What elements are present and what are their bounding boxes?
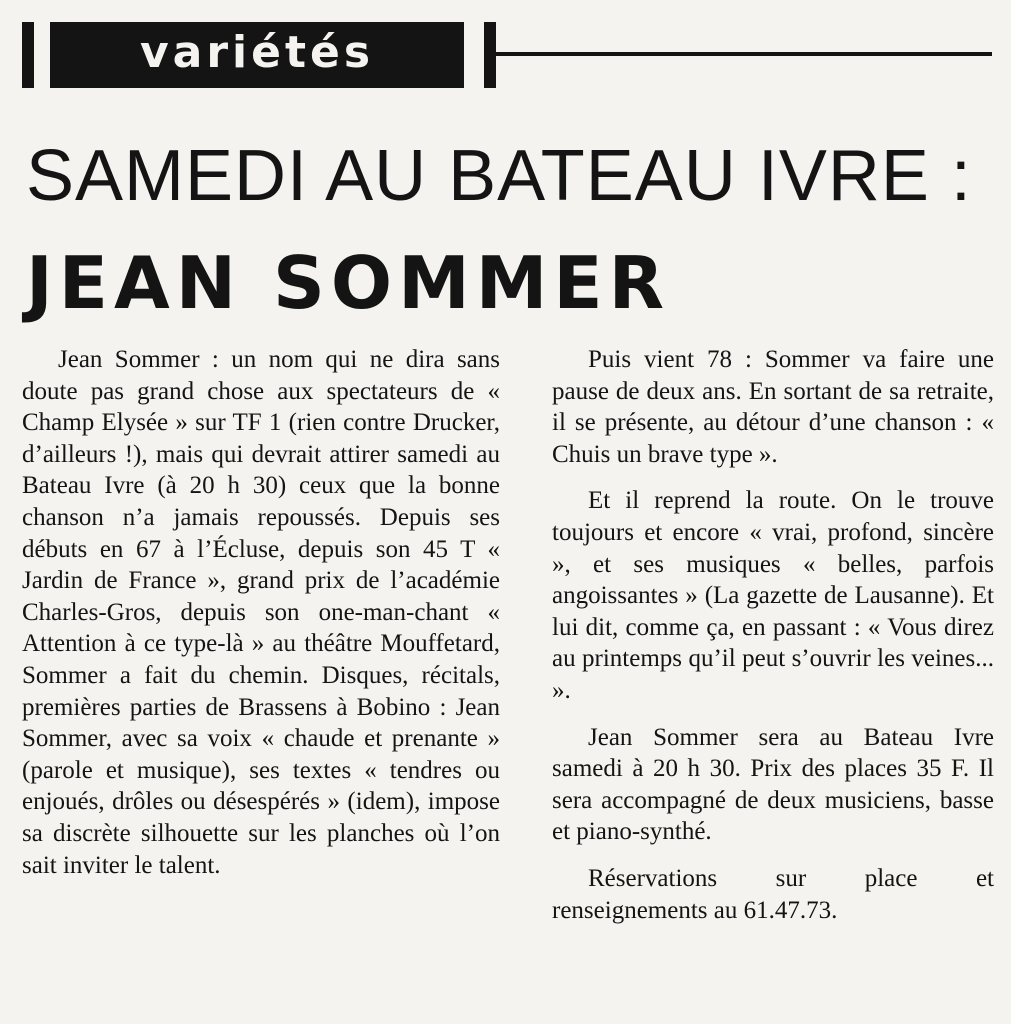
- article-paragraph: Et il reprend la route. On le trouve toujours et encore « vrai, profond, sincère », et ses musiques « belles, parfois angoissantes » (La gazette de Lausanne). Et lui dit, comme ça, en passant : « Vous direz au printemps qu’il peut s’ouvrir les veines... ».: [552, 487, 994, 704]
- article-left-column: [22, 344, 500, 881]
- headline-line-2: JEAN SOMMER: [26, 241, 671, 325]
- headline-line-1: SAMEDI AU BATEAU IVRE :: [26, 136, 972, 216]
- section-bar-right: [484, 22, 496, 88]
- section-label: variétés: [50, 22, 464, 88]
- article-paragraph: Jean Sommer sera au Bateau Ivre samedi à 20 h 30. Prix des places 35 F. Il sera accompagné de deux musiciens, basse et piano-synthé.: [552, 723, 994, 846]
- article-paragraph: Jean Sommer : un nom qui ne dira sans doute pas grand chose aux spectateurs de « Champ Elysée » sur TF 1 (rien contre Drucker, d’ailleurs !), mais qui devrait attirer samedi au Bateau Ivre (à 20 h 30) ceux que la bonne chanson n’a jamais repoussés. Depuis ses débuts en 67 à l’Écluse, depuis son 45 T « Jardin de France », grand prix de l’académie Charles-Gros, depuis son one-man-chant « Attention à ce type-là » au théâtre Mouffetard, Sommer a fait du chemin. Disques, récitals, premières parties de Brassens à Bobino : Jean Sommer, avec sa voix « chaude et prenante » (parole et musique), ses textes « tendres ou enjoués, drôles ou désespérés » (idem), impose sa discrète silhouette sur les planches où l’on sait inviter le talent.: [22, 346, 500, 879]
- section-bar-left: [22, 22, 34, 88]
- article-paragraph: Réservations sur place et renseignements au 61.47.73.: [552, 864, 994, 924]
- article-right-column: [552, 344, 994, 926]
- section-rule: [496, 52, 992, 56]
- article-paragraph: Puis vient 78 : Sommer va faire une pause de deux ans. En sortant de sa retraite, il se présente, au détour d’une chanson : « Chuis un brave type ».: [552, 346, 994, 468]
